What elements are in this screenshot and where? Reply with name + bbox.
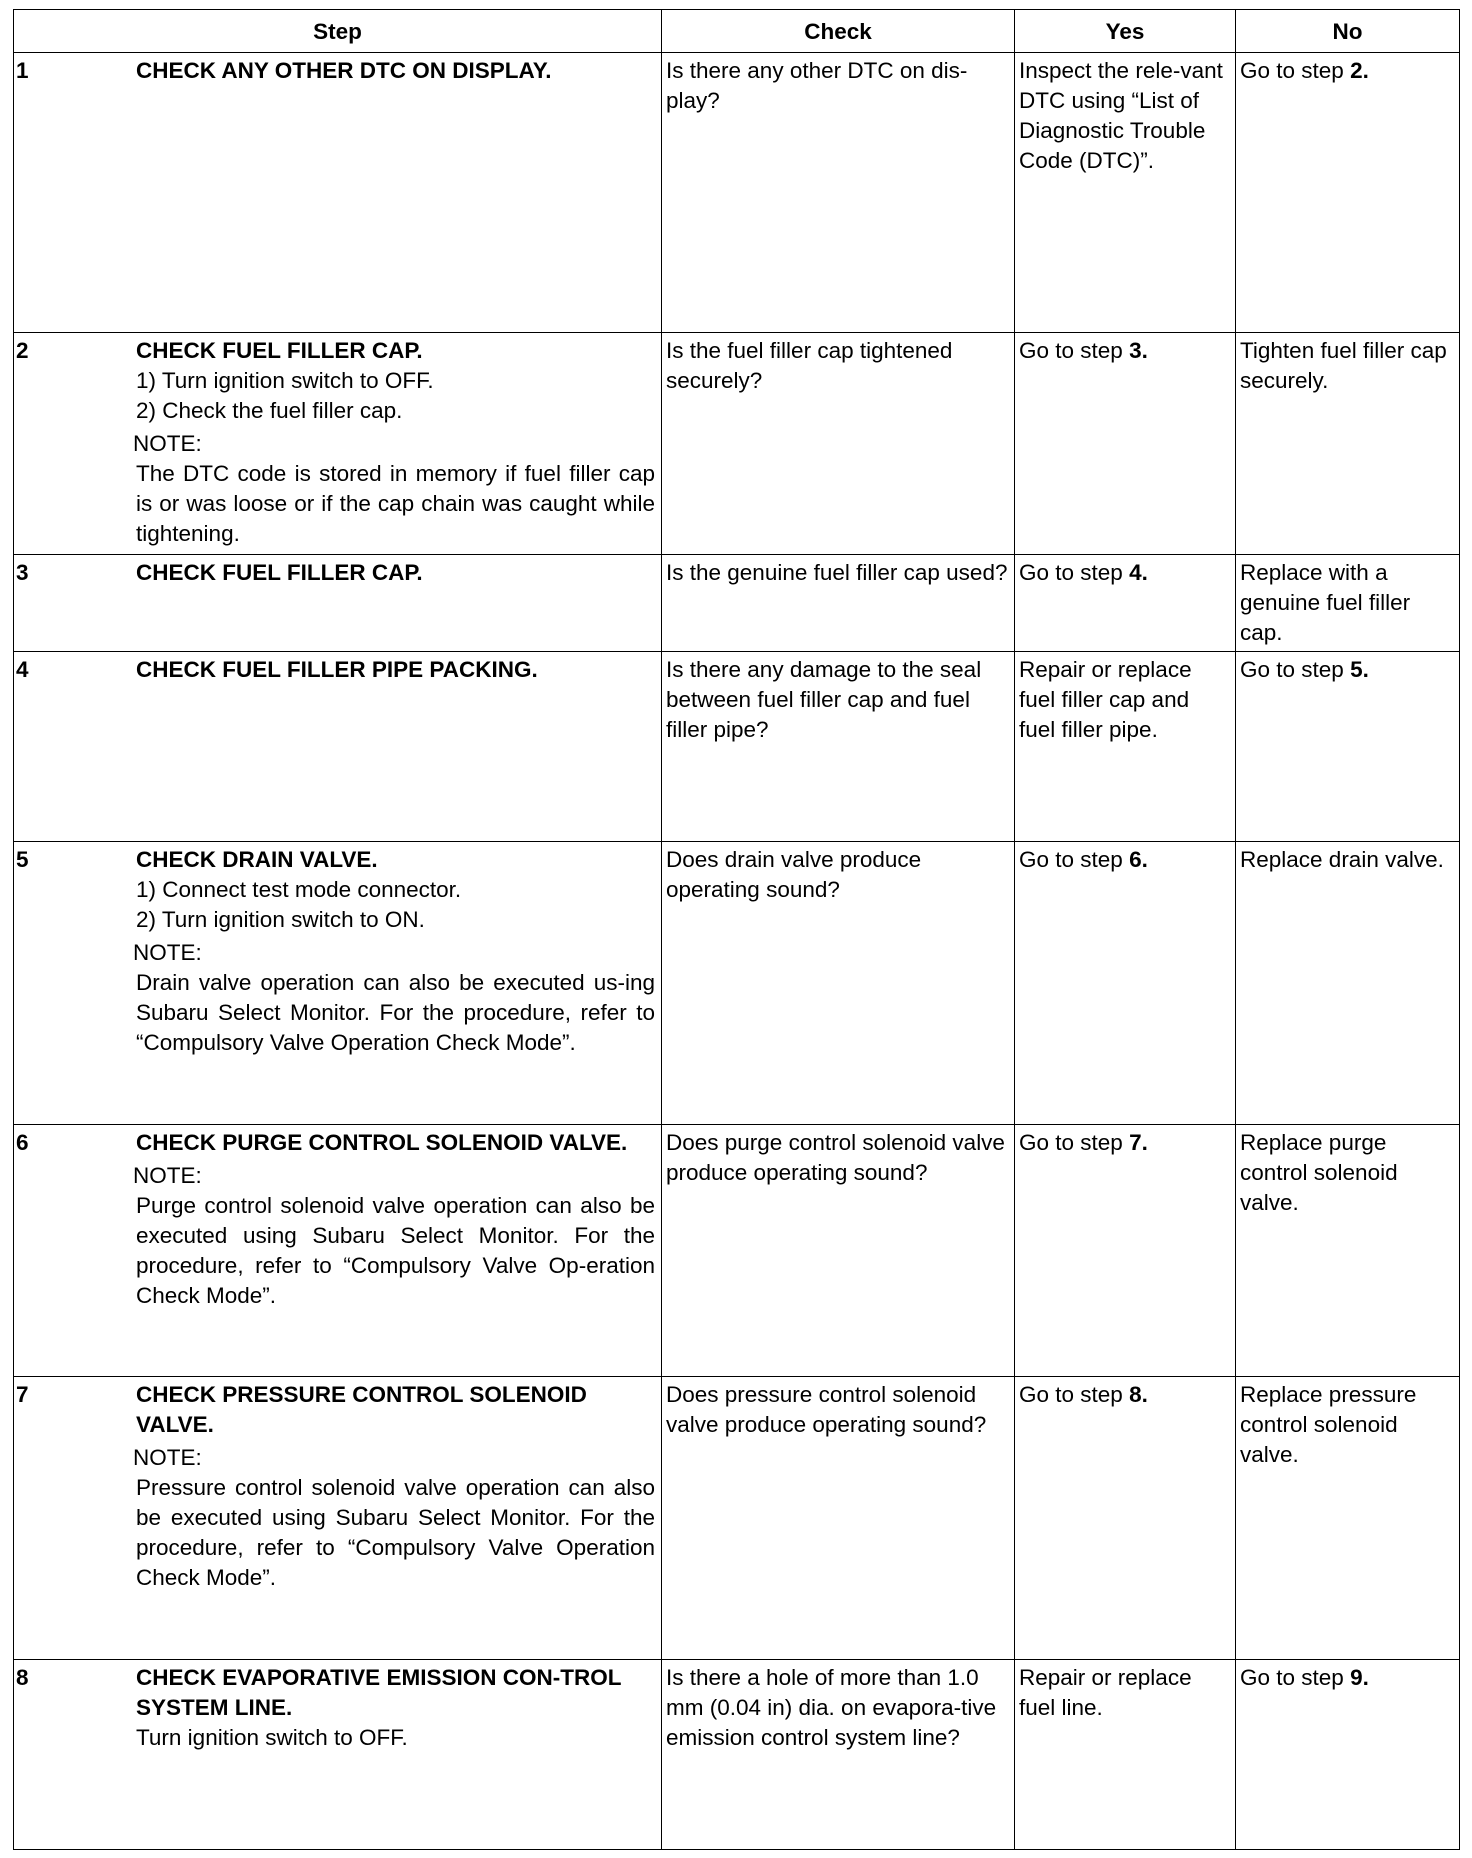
step-title: CHECK FUEL FILLER PIPE PACKING. (136, 657, 538, 682)
table-row (14, 1125, 1460, 1377)
no-step-ref: 5. (1350, 657, 1369, 682)
no-cell: Tighten fuel filler cap securely. (1236, 333, 1460, 555)
note-label: NOTE: (133, 1163, 202, 1188)
procedure-text: Turn ignition switch to OFF. (136, 1725, 408, 1750)
header-step: Step (14, 10, 662, 53)
table-row (14, 842, 1460, 1125)
yes-step-ref: 7. (1129, 1130, 1148, 1155)
no-prefix: Go to step (1240, 657, 1351, 682)
no-step-ref: 9. (1350, 1665, 1369, 1690)
step-number: 5 (16, 847, 29, 872)
note-text: Purge control solenoid valve operation can also be executed using Subaru Select Monitor. For the procedure, refer to “Compulsory Valve Op-eration Check Mode”. (136, 1193, 655, 1308)
no-cell (1236, 652, 1460, 842)
procedure-step: 1) Turn ignition switch to OFF. (136, 368, 434, 393)
procedure-step: 1) Connect test mode connector. (136, 877, 462, 902)
yes-prefix: Go to step (1019, 1382, 1130, 1407)
check-cell: Does drain valve produce operating sound? (662, 842, 1015, 1125)
step-title: CHECK FUEL FILLER CAP. (136, 338, 423, 363)
yes-cell (1015, 842, 1236, 1125)
step-title: CHECK FUEL FILLER CAP. (136, 560, 423, 585)
yes-step-ref: 3. (1129, 338, 1148, 363)
step-cell (14, 555, 662, 652)
check-cell: Is there any other DTC on dis-play? (662, 53, 1015, 333)
note-label: NOTE: (133, 431, 202, 456)
yes-prefix: Go to step (1019, 1130, 1130, 1155)
header-yes: Yes (1015, 10, 1236, 53)
step-cell (14, 53, 662, 333)
diagnostic-table (13, 9, 1460, 1850)
table-row (14, 53, 1460, 333)
no-cell: Replace purge control solenoid valve. (1236, 1125, 1460, 1377)
check-cell: Is there any damage to the seal between fuel filler cap and fuel filler pipe? (662, 652, 1015, 842)
table-row (14, 555, 1460, 652)
check-cell: Is the fuel filler cap tightened securely? (662, 333, 1015, 555)
yes-cell (1015, 333, 1236, 555)
note-text: Drain valve operation can also be executed us-ing Subaru Select Monitor. For the procedure, refer to “Compulsory Valve Operation Check Mode”. (136, 970, 655, 1055)
yes-cell (1015, 1377, 1236, 1660)
yes-cell: Inspect the rele-vant DTC using “List of Diagnostic Trouble Code (DTC)”. (1015, 53, 1236, 333)
diagnostic-procedure-table (13, 9, 1460, 1850)
yes-cell: Repair or replace fuel line. (1015, 1660, 1236, 1850)
no-step-ref: 2. (1350, 58, 1369, 83)
step-cell (14, 842, 662, 1125)
yes-cell: Repair or replace fuel filler cap and fuel filler pipe. (1015, 652, 1236, 842)
step-cell (14, 1660, 662, 1850)
yes-step-ref: 4. (1129, 560, 1148, 585)
step-number: 7 (16, 1382, 29, 1407)
table-row (14, 1660, 1460, 1850)
step-number: 6 (16, 1130, 29, 1155)
no-prefix: Go to step (1240, 1665, 1351, 1690)
note-label: NOTE: (133, 1445, 202, 1470)
step-cell (14, 652, 662, 842)
header-row (14, 10, 1460, 53)
step-title: CHECK EVAPORATIVE EMISSION CON-TROL SYSTEM LINE. (136, 1665, 622, 1720)
step-title: CHECK PRESSURE CONTROL SOLENOID VALVE. (136, 1382, 587, 1437)
yes-prefix: Go to step (1019, 847, 1130, 872)
note-label: NOTE: (133, 940, 202, 965)
step-title: CHECK ANY OTHER DTC ON DISPLAY. (136, 58, 552, 83)
note-text: Pressure control solenoid valve operation can also be executed using Subaru Select Monitor. For the procedure, refer to “Compulsory Valve Operation Check Mode”. (136, 1475, 655, 1590)
procedure-step: 2) Check the fuel filler cap. (136, 398, 403, 423)
note-text: The DTC code is stored in memory if fuel filler cap is or was loose or if the cap chain was caught while tightening. (136, 461, 655, 546)
step-cell (14, 1125, 662, 1377)
no-cell: Replace with a genuine fuel filler cap. (1236, 555, 1460, 652)
step-number: 8 (16, 1665, 29, 1690)
check-cell: Is there a hole of more than 1.0 mm (0.04 in) dia. on evapora-tive emission control system line? (662, 1660, 1015, 1850)
no-cell: Replace pressure control solenoid valve. (1236, 1377, 1460, 1660)
step-number: 4 (16, 657, 29, 682)
yes-step-ref: 8. (1129, 1382, 1148, 1407)
no-cell: Replace drain valve. (1236, 842, 1460, 1125)
check-cell: Does pressure control solenoid valve produce operating sound? (662, 1377, 1015, 1660)
yes-step-ref: 6. (1129, 847, 1148, 872)
no-prefix: Go to step (1240, 58, 1351, 83)
yes-prefix: Go to step (1019, 338, 1130, 363)
no-cell (1236, 53, 1460, 333)
step-title: CHECK PURGE CONTROL SOLENOID VALVE. (136, 1130, 628, 1155)
no-cell (1236, 1660, 1460, 1850)
header-check: Check (662, 10, 1015, 53)
step-number: 3 (16, 560, 29, 585)
check-cell: Is the genuine fuel filler cap used? (662, 555, 1015, 652)
step-cell (14, 1377, 662, 1660)
step-number: 1 (16, 58, 29, 83)
header-no: No (1236, 10, 1460, 53)
table-row (14, 1377, 1460, 1660)
procedure-step: 2) Turn ignition switch to ON. (136, 907, 425, 932)
yes-prefix: Go to step (1019, 560, 1130, 585)
yes-cell (1015, 1125, 1236, 1377)
step-title: CHECK DRAIN VALVE. (136, 847, 378, 872)
step-cell (14, 333, 662, 555)
table-row (14, 333, 1460, 555)
step-number: 2 (16, 338, 29, 363)
check-cell: Does purge control solenoid valve produce operating sound? (662, 1125, 1015, 1377)
yes-cell (1015, 555, 1236, 652)
table-row (14, 652, 1460, 842)
